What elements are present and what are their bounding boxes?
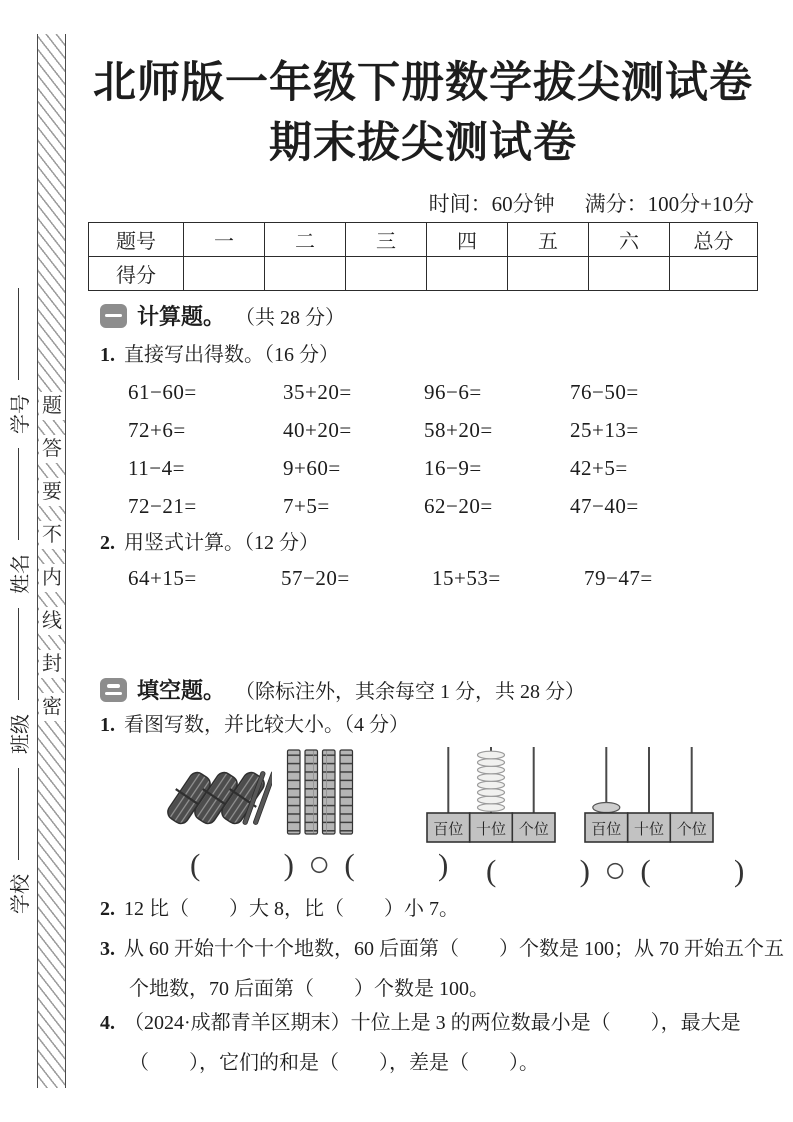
score-cell: [427, 257, 508, 291]
score-header-cell: 总分: [670, 223, 758, 257]
place-label-tens: 十位: [475, 822, 507, 838]
abacus-bead: [478, 751, 505, 759]
calc-problem: 57−20=: [281, 566, 350, 590]
seal-char: 内: [39, 564, 65, 592]
calc-problem: 25+13=: [570, 418, 639, 442]
section-two-header: [100, 674, 585, 705]
paren-open: (: [640, 852, 651, 888]
badge-bar: [105, 692, 122, 696]
question-number: 4.: [100, 1012, 115, 1034]
comparison-circle-blank: ○: [604, 850, 627, 891]
abacus-bead: [478, 766, 505, 774]
question-2-2: [100, 896, 459, 922]
ten-rods-figure: [286, 746, 358, 840]
oral-calculation-grid: [128, 380, 718, 518]
calc-problem: 15+53=: [432, 566, 501, 590]
field-label-class: 班级: [9, 714, 32, 754]
question-2-3-line1: [100, 936, 784, 962]
score-header-cell: 六: [589, 223, 670, 257]
question-text: 直接写出得数。（16 分）: [124, 344, 339, 366]
paper-body: [88, 0, 784, 1122]
ten-rod: [288, 750, 301, 834]
calc-problem: 96−6=: [424, 380, 482, 404]
section-two-title: 填空题。: [137, 678, 226, 703]
class-blank-line: [17, 608, 19, 700]
place-label-hundreds: 百位: [433, 822, 464, 838]
paper-subtitle: 期末拔尖测试卷: [269, 120, 577, 167]
seal-char: 要: [39, 478, 65, 506]
score-cell: [670, 257, 758, 291]
seal-char: 密: [39, 693, 65, 721]
calc-problem: 7+5=: [283, 494, 330, 518]
ten-rod: [305, 750, 318, 834]
vertical-calculation-row: [128, 566, 724, 591]
question-number: 2.: [100, 898, 115, 920]
question-number: 1.: [100, 344, 115, 366]
exam-full-score: 满分：100分+10分: [584, 192, 754, 216]
seal-char: 线: [39, 607, 65, 635]
abacus-bead: [593, 803, 620, 813]
place-label-ones: 个位: [518, 822, 549, 838]
abacus-bead: [478, 796, 505, 804]
calc-problem: 16−9=: [424, 456, 482, 480]
calc-problem: 62−20=: [424, 494, 493, 518]
name-blank-line: [17, 448, 19, 540]
calc-problem: 11−4=: [128, 456, 185, 480]
calc-problem: 40+20=: [283, 418, 352, 442]
question-text: 看图写数，并比较大小。（4 分）: [124, 714, 409, 736]
paren-close: ): [283, 846, 294, 882]
section-one-note: （共 28 分）: [235, 307, 346, 329]
paren-open: (: [344, 846, 355, 882]
seal-char: 题: [39, 392, 65, 420]
answer-blank: [344, 847, 448, 883]
answer-blank: [640, 853, 744, 889]
place-label-hundreds: 百位: [591, 822, 622, 838]
question-text: 个地数，70 后面第（ ）个数是 100。: [129, 978, 489, 1000]
seal-char: 封: [39, 650, 65, 678]
section-two-note: （除标注外，其余每空 1 分，共 28 分）: [235, 681, 586, 703]
score-header-cell: 二: [265, 223, 346, 257]
section-one-badge-icon: [100, 304, 127, 328]
abacus-bead: [478, 804, 505, 812]
section-two-badge-icon: [100, 678, 127, 702]
score-table: [88, 222, 758, 291]
question-number: 3.: [100, 938, 115, 960]
seal-char: 不: [39, 521, 65, 549]
question-text: 用竖式计算。（12 分）: [124, 532, 319, 554]
score-header-cell: 题号: [89, 223, 184, 257]
answer-blank: [486, 853, 590, 889]
question-text: 12 比（ ）大 8，比（ ）小 7。: [124, 898, 459, 920]
paren-close: ): [734, 852, 745, 888]
section-one-title: 计算题。: [137, 304, 226, 329]
score-cell: [508, 257, 589, 291]
exam-info-line: [429, 188, 754, 218]
calc-problem: 64+15=: [128, 566, 197, 590]
question-2-3-line2: [129, 976, 489, 1002]
abacus-left-figure: [426, 744, 556, 844]
badge-bar: [105, 314, 122, 318]
abacus-bead: [478, 774, 505, 782]
score-cell: [184, 257, 265, 291]
comparison-circle-blank: ○: [308, 844, 331, 885]
calc-problem: 72+6=: [128, 418, 186, 442]
answer-blank: [190, 847, 294, 883]
score-table-score-row: [89, 257, 758, 291]
school-blank-line: [17, 768, 19, 860]
question-text: （2024·成都青羊区期末）十位上是 3 的两位数最小是（ ），最大是: [124, 1012, 741, 1034]
field-label-student-id: 学号: [9, 394, 32, 434]
score-cell: [346, 257, 427, 291]
student-info-margin: [0, 178, 36, 948]
abacus-beads-group: [478, 751, 505, 811]
exam-time: 时间：60分钟: [428, 192, 555, 216]
paren-close: ): [579, 852, 590, 888]
student-info-rotated-line: [0, 178, 36, 948]
abacus-bead: [478, 759, 505, 767]
question-number: 2.: [100, 532, 115, 554]
question-1-1-label: [100, 342, 339, 368]
calc-problem: 35+20=: [283, 380, 352, 404]
calc-problem: 9+60=: [283, 456, 341, 480]
badge-bar: [107, 684, 120, 688]
score-header-cell: 一: [184, 223, 265, 257]
place-label-ones: 个位: [676, 822, 707, 838]
section-one-header: [100, 300, 345, 331]
calc-problem: 79−47=: [584, 566, 653, 590]
abacus-bead: [478, 781, 505, 789]
abacus-beads-group: [593, 803, 620, 813]
question-text: 从 60 开始十个十个地数，60 后面第（ ）个数是 100；从 70 开始五个五: [124, 938, 784, 960]
paren-close: ): [438, 846, 449, 882]
score-row-label: 得分: [89, 257, 184, 291]
question-number: 1.: [100, 714, 115, 736]
paper-title: 北师版一年级下册数学拔尖测试卷: [93, 60, 753, 107]
question-2-1-label: [100, 712, 409, 738]
question-2-4-line2: [129, 1050, 539, 1076]
place-label-tens: 十位: [633, 822, 665, 838]
calc-problem: 72−21=: [128, 494, 197, 518]
abacus-right-figure: [584, 744, 714, 844]
calc-problem: 76−50=: [570, 380, 639, 404]
question-1-2-label: [100, 530, 319, 556]
paren-open: (: [486, 852, 497, 888]
score-cell: [589, 257, 670, 291]
score-table-header-row: [89, 223, 758, 257]
calc-problem: 42+5=: [570, 456, 628, 480]
abacus-bead: [478, 789, 505, 797]
calc-problem: 61−60=: [128, 380, 197, 404]
comparison-row-abacus: [486, 852, 744, 889]
student-id-blank-line: [17, 288, 19, 380]
field-label-name: 姓名: [9, 554, 32, 594]
question-2-4-line1: [100, 1010, 741, 1036]
seal-line-text: [38, 392, 66, 721]
ten-rod: [323, 750, 336, 834]
calc-problem: 47−40=: [570, 494, 639, 518]
comparison-row-sticks: [190, 846, 448, 883]
paren-open: (: [190, 846, 201, 882]
question-text: （ ），它们的和是（ ），差是（ ）。: [129, 1052, 539, 1074]
ten-rod: [340, 750, 353, 834]
score-header-cell: 四: [427, 223, 508, 257]
seal-char: 答: [39, 435, 65, 463]
field-label-school: 学校: [9, 874, 32, 914]
score-header-cell: 五: [508, 223, 589, 257]
score-cell: [265, 257, 346, 291]
stick-bundles-figure: [164, 748, 272, 840]
score-header-cell: 三: [346, 223, 427, 257]
calc-problem: 58+20=: [424, 418, 493, 442]
